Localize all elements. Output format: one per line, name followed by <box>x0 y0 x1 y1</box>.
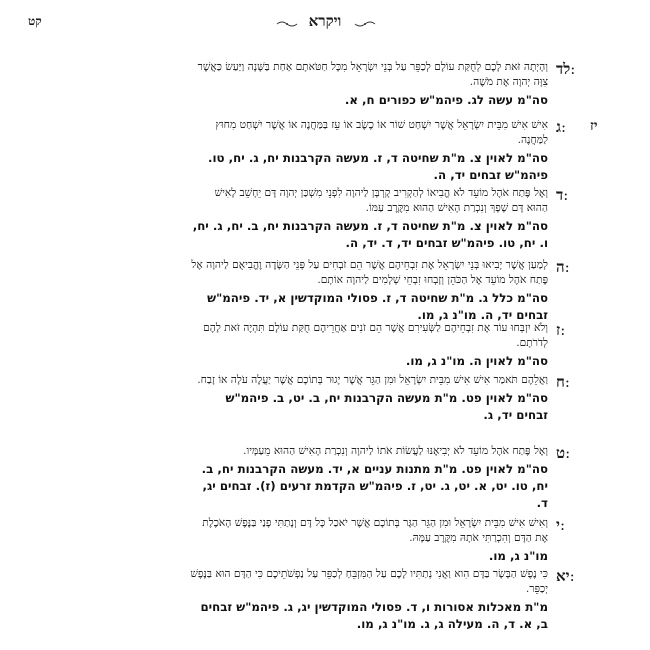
book-title: ויקרא <box>308 12 342 30</box>
verse-number: ה: <box>556 258 570 276</box>
verse-commentary: מו"נ ג, מו. <box>488 549 548 563</box>
page-number: קט <box>28 14 42 28</box>
verse-number: יא: <box>556 567 575 585</box>
scroll-ornament-icon <box>354 20 376 28</box>
verse-block <box>190 516 548 565</box>
verse-commentary: סה"מ כלל ג. מ"ת שחיטה ד, ז. פסולי המוקדשין א, יד. פיהמ"ש זבחים יד, ה. מו"נ ג, מו. <box>207 291 548 322</box>
verse-text: כִּי נֶפֶשׁ הַבָּשָׂר בַּדָּם הִוא וַאֲנִי נְתַתִּיו לָכֶם עַל הַמִּזְבֵּחַ לְכַפֵּר עַל נַפְשֹׁתֵיכֶם כִּי הַדָּם הוּא בַּנֶּפֶשׁ יְכַפֵּר. <box>190 568 548 595</box>
verse-commentary: סה"מ לאוין פט. מ"ת מתנות עניים א, יד. מעשה הקרבנות יח, ב. יח, טו. יט, א. יט, ג. יט, ז. פיהמ"ש הקדמת זרעים (ז). זבחים יג, ד. <box>201 462 548 510</box>
verse-commentary: מ"ת מאכלות אסורות ו, ד. פסולי המוקדשין יג, ג. פיהמ"ש זבחים ב, א. ד, ה. מעילה ג, ג. מו"נ ג, מו. <box>200 600 548 631</box>
verse-text: וְהָיְתָה זֹּאת לָכֶם לְחֻקַּת עוֹלָם לְכַפֵּר עַל בְּנֵי יִשְׂרָאֵל מִכָּל חַטֹּאתָם אַחַת בַּשָּׁנָה וַיַּעַשׂ כַּאֲשֶׁר צִוָּה יְהוָה אֶת מֹשֶׁה. <box>197 61 548 88</box>
verse-block <box>190 258 548 324</box>
verse-text: אִישׁ אִישׁ מִבֵּית יִשְׂרָאֵל אֲשֶׁר יִשְׁחַט שׁוֹר אוֹ כֶשֶׂב אוֹ עֵז בַּמַּחֲנֶה אוֹ אֲשֶׁר יִשְׁחַט מִחוּץ לַמַּחֲנֶה. <box>215 119 548 146</box>
verse-block <box>190 567 548 633</box>
verse-number: ד: <box>556 186 569 204</box>
verse-block <box>190 186 548 252</box>
verse-commentary: סה"מ לאוין פט. מ"ת מעשה הקרבנות יח, ב. יט, ב. פיהמ"ש זבחים יד, ג. <box>225 391 548 422</box>
verse-text: וְאֶל פֶּתַח אֹהֶל מוֹעֵד לֹא הֱבִיאוֹ לְהַקְרִיב קָרְבָּן לַיהוָה לִפְנֵי מִשְׁכַּן יְהוָה דָּם יֵחָשֵׁב לָאִישׁ הַהוּא דָּם שָׁפָךְ וְנִכְרַת הָאִישׁ הַהוּא מִקֶּרֶב עַמּוֹ. <box>214 187 548 214</box>
verse-commentary: סה"מ לאוין צ. מ"ת שחיטה ד, ז. מעשה הקרבנות יח, ב. יח, ג. יח, ו. יח, טו. פיהמ"ש זבחים יד, ד. יד, ה. <box>192 219 548 250</box>
verse-block <box>190 321 548 370</box>
verse-commentary: סה"מ לאוין צ. מ"ת שחיטה ד, ז. מעשה הקרבנות יח, ג. יח, טו. פיהמ"ש זבחים יד, ה. <box>208 151 548 182</box>
verse-text: וַאֲלֵהֶם תֹּאמַר אִישׁ אִישׁ מִבֵּית יִשְׂרָאֵל וּמִן הַגֵּר אֲשֶׁר יָגוּר בְּתוֹכָם אֲשֶׁר יַעֲלֶה עֹלָה אוֹ זָבַח. <box>197 374 548 386</box>
verse-number: ז: <box>556 321 566 339</box>
verse-text: וְאֶל פֶּתַח אֹהֶל מוֹעֵד לֹא יְבִיאֶנּוּ לַעֲשׂוֹת אֹתוֹ לַיהוָה וְנִכְרַת הָאִישׁ הַהוּא מֵעַמָּיו. <box>243 445 548 457</box>
verse-text: לְמַעַן אֲשֶׁר יָבִיאוּ בְּנֵי יִשְׂרָאֵל אֶת זִבְחֵיהֶם אֲשֶׁר הֵם זֹבְחִים עַל פְּנֵי הַשָּׂדֶה וֶהֱבִיאֻם לַיהוָה אֶל פֶּתַח אֹהֶל מוֹעֵד אֶל הַכֹּהֵן וְזָבְחוּ זִבְחֵי שְׁלָמִים לַיהוָה אוֹתָם. <box>191 259 548 286</box>
page-header <box>0 10 650 36</box>
chapter-number: יז <box>590 118 598 134</box>
verse-number: לד: <box>556 60 576 78</box>
verse-text: וְאִישׁ אִישׁ מִבֵּית יִשְׂרָאֵל וּמִן הַגֵּר הַגָּר בְּתוֹכָם אֲשֶׁר יֹאכַל כָּל דָּם וְנָתַתִּי פָנַי בַּנֶּפֶשׁ הָאֹכֶלֶת אֶת הַדָּם וְהִכְרַתִּי אֹתָהּ מִקֶּרֶב עַמָּהּ. <box>202 517 548 544</box>
verse-number: ח: <box>556 373 570 391</box>
verse-number: ט: <box>556 444 571 462</box>
verse-block <box>190 118 548 184</box>
verse-commentary: סה"מ לאוין ה. מו"נ ג, מו. <box>405 354 548 368</box>
verse-text: וְלֹא יִזְבְּחוּ עוֹד אֶת זִבְחֵיהֶם לַשְּׂעִירִם אֲשֶׁר הֵם זֹנִים אַחֲרֵיהֶם חֻקַּת עוֹלָם תִּהְיֶה זֹּאת לָהֶם לְדֹרֹתָם. <box>203 322 548 349</box>
verse-block <box>190 60 548 109</box>
verse-block <box>190 373 548 424</box>
verse-block <box>190 444 548 512</box>
verse-number: ג: <box>556 118 567 136</box>
verse-commentary: סה"מ עשה לג. פיהמ"ש כפורים ח, א. <box>344 93 548 107</box>
verse-number: י: <box>556 516 565 534</box>
